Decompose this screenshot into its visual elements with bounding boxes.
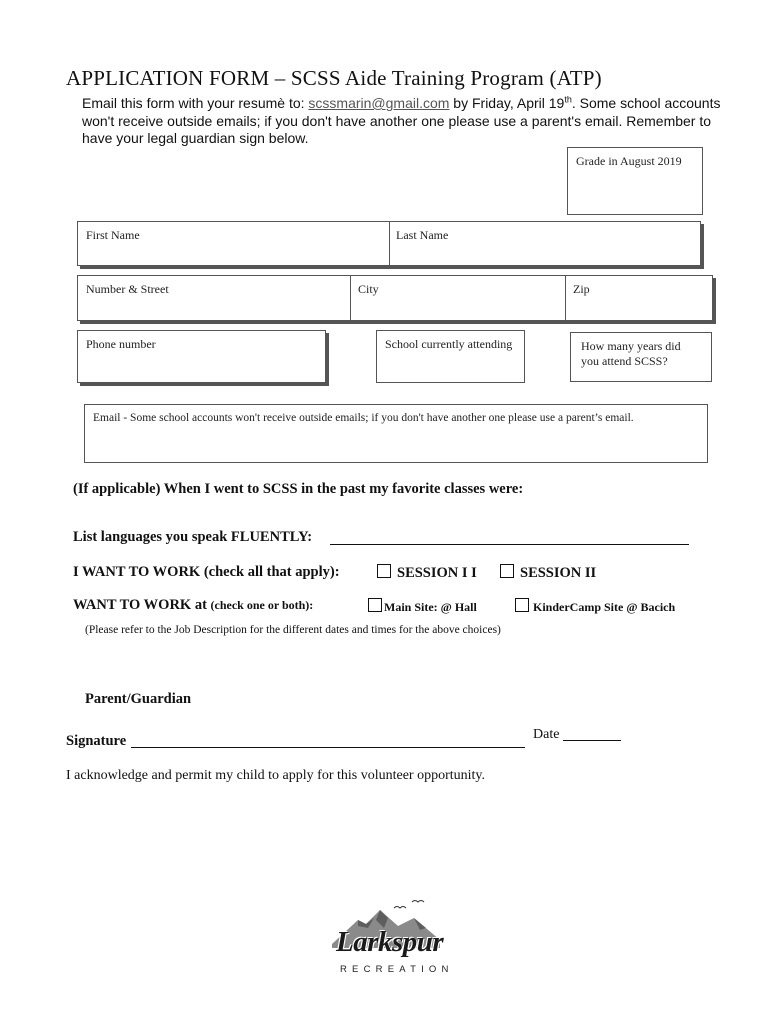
session-2-option[interactable] xyxy=(500,564,596,582)
want-work-label: I WANT TO WORK (check all that apply): xyxy=(73,564,340,580)
session-1-label: SESSION I I xyxy=(397,565,477,581)
first-name-label: First Name xyxy=(86,228,140,242)
date-line[interactable] xyxy=(563,727,621,741)
acknowledge-text: I acknowledge and permit my child to apply for this volunteer opportunity. xyxy=(66,768,485,783)
main-site-label: Main Site: @ Hall xyxy=(384,600,477,614)
session-2-label: SESSION II xyxy=(520,565,597,581)
languages-line[interactable] xyxy=(330,530,689,545)
last-name-label: Last Name xyxy=(396,228,449,242)
logo-sub: RECREATION xyxy=(340,964,454,975)
city-label: City xyxy=(358,282,379,296)
signature-label: Signature xyxy=(66,733,127,749)
intro-part2: by Friday, April 19 xyxy=(449,95,565,111)
session-2-checkbox[interactable] xyxy=(500,564,514,578)
years-label: How many years did you attend SCSS? xyxy=(581,339,681,368)
session-1-checkbox[interactable] xyxy=(377,564,391,578)
grade-field[interactable] xyxy=(567,147,703,215)
favorite-classes-label: (If applicable) When I went to SCSS in the past my favorite classes were: xyxy=(73,481,524,497)
email-link[interactable]: scssmarin@gmail.com xyxy=(308,95,450,111)
languages-label: List languages you speak FLUENTLY: xyxy=(73,529,313,545)
refer-note: (Please refer to the Job Description for the different dates and times for the above choices) xyxy=(85,624,501,636)
email-label: Email - Some school accounts won't receive outside emails; if you don't have another one please use a parent’s email. xyxy=(93,412,634,424)
date-label: Date xyxy=(533,727,560,742)
phone-label: Phone number xyxy=(86,337,156,351)
years-field[interactable] xyxy=(570,332,712,382)
work-at-label xyxy=(73,597,313,614)
street-divider xyxy=(350,276,351,320)
school-label: School currently attending xyxy=(385,337,513,351)
work-at-main: WANT TO WORK at xyxy=(73,597,207,613)
city-divider xyxy=(565,276,566,320)
guardian-label: Parent/Guardian xyxy=(85,691,192,707)
larkspur-logo xyxy=(328,898,468,980)
kindercamp-checkbox[interactable] xyxy=(515,598,529,612)
address-row xyxy=(77,275,713,321)
school-field[interactable] xyxy=(376,330,525,383)
signature-line[interactable] xyxy=(131,733,525,748)
main-site-checkbox[interactable] xyxy=(368,598,382,612)
intro-sup: th xyxy=(564,94,572,105)
session-1-option[interactable] xyxy=(377,564,477,582)
kindercamp-option[interactable] xyxy=(515,598,675,615)
form-title: APPLICATION FORM – SCSS Aide Training Program (ATP) xyxy=(66,66,602,90)
main-site-option[interactable] xyxy=(368,598,477,615)
name-row xyxy=(77,221,701,266)
intro-text xyxy=(82,95,742,148)
kindercamp-label: KinderCamp Site @ Bacich xyxy=(533,600,676,614)
work-at-sub: (check one or both): xyxy=(210,598,314,612)
grade-label: Grade in August 2019 xyxy=(576,154,682,168)
phone-field[interactable] xyxy=(77,330,326,383)
zip-label: Zip xyxy=(573,282,590,296)
intro-part1: Email this form with your resumè to: xyxy=(82,95,309,111)
name-divider xyxy=(389,222,390,265)
email-field[interactable] xyxy=(84,404,708,463)
street-label: Number & Street xyxy=(86,282,169,296)
logo-name: Larkspur xyxy=(336,926,444,958)
intro-part3: . Some school accounts won't receive outside emails; if you don't have another one please use a parent's email. Remember to have your legal guardian sign below. xyxy=(82,95,721,146)
